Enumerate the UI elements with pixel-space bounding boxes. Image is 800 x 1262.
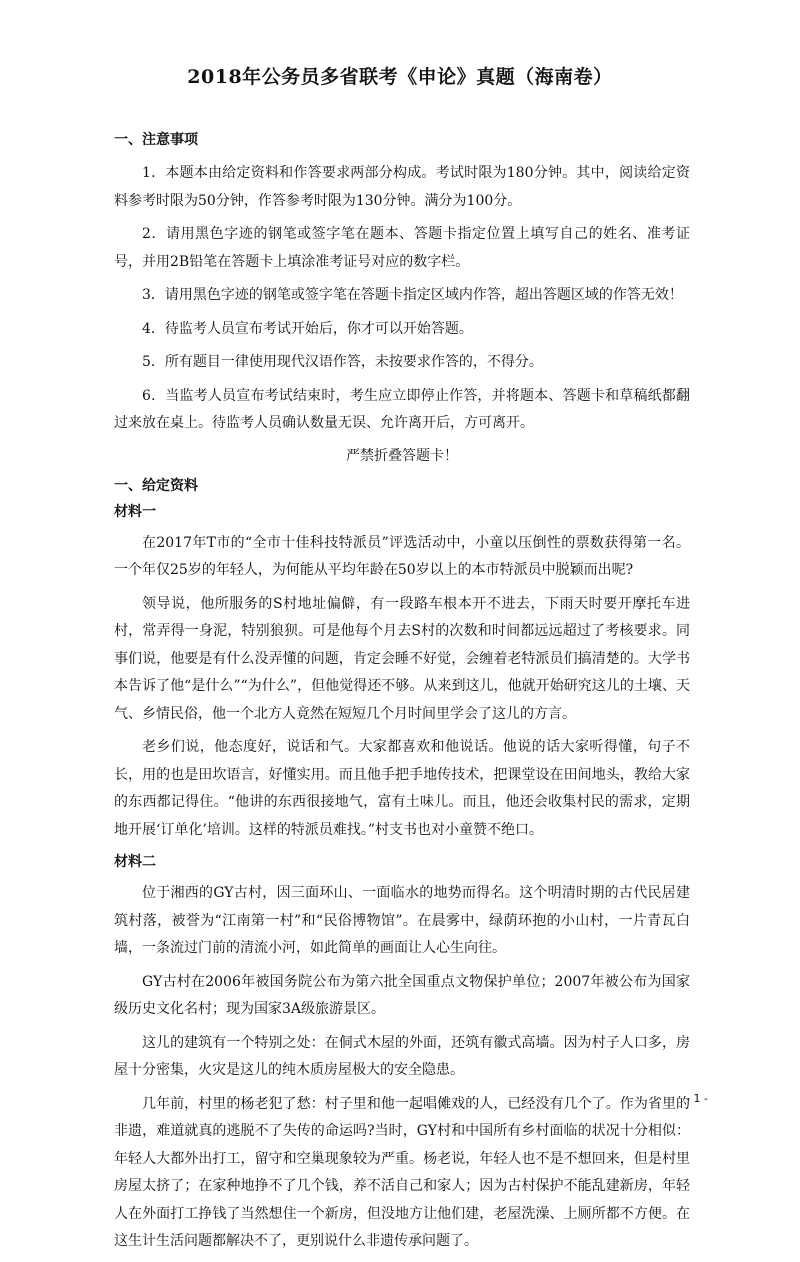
material-paragraph: 领导说，他所服务的S村地址偏僻，有一段路车根本开不进去，下雨天时要开摩托车进村，常弄得一身泥，特别狼狈。可是他每个月去S村的次数和时间都远远超过了考核要求。同事们说，他要是有什么没弄懂的问题，肯定会睡不好觉，会缠着老特派员们搞清楚的。大学书本告诉了他“是什么”“为什么”，但他觉得还不够。从来到这儿，他就开始研究这儿的土壤、天气、乡情民俗，他一个北方人竟然在短短几个月时间里学会了这儿的方言。 [114,595,690,722]
notes-item: 4．待监考人员宣布考试开始后，你才可以开始答题。 [142,320,473,337]
warning-text: 严禁折叠答题卡！ [346,447,458,464]
section-heading-notes: 一、注意事项 [114,132,198,148]
notes-item: 5．所有题目一律使用现代汉语作答，未按要求作答的，不得分。 [142,354,543,370]
notes-item: 2．请用黑色字迹的钢笔或签字笔在题本、答题卡指定位置上填写自己的姓名、准考证号，并用2B铅笔在答题卡上填涂准考证号对应的数字栏。 [114,226,690,270]
page-number: - 1 - [686,1092,708,1105]
document-body [114,128,690,1262]
material-paragraph: 老乡们说，他态度好，说话和气。大家都喜欢和他说话。他说的话大家听得懂，句子不长，用的也是田坎语言，好懂实用。而且他手把手地传技术，把课堂设在田间地头，教给大家的东西都记得住。“他讲的东西很接地气，富有土味儿。而且，他还会收集村民的需求，定期地开展‘订单化’培训。这样的特派员难找。”村支书也对小童赞不绝口。 [114,739,690,838]
material-title: 材料一 [114,503,156,520]
material-title: 材料二 [114,854,156,870]
page-title: 2018年公务员多省联考《申论》真题（海南卷） [187,66,613,88]
notes-item: 3．请用黑色字迹的钢笔或签字笔在答题卡指定区域内作答，超出答题区域的作答无效！ [142,287,683,303]
material-paragraph: 几年前，村里的杨老犯了愁：村子里和他一起唱傩戏的人，已经没有几个了。作为省里的非遗，难道就真的逃脱不了失传的命运吗?当时，GY村和中国所有乡村面临的状况十分相似：年轻人大都外出打工，留守和空巢现象较为严重。杨老说，年轻人也不是不想回来，但是村里房屋太挤了；在家种地挣不了几个钱，养不活自己和家人；因为古村保护不能乱建新房，年轻人在外面打工挣钱了当然想住一个新房，但没地方让他们建，老屋洗澡、上厕所都不方便。在这生计生活问题都解决不了，更别说什么非遗传承问题了。 [114,1095,690,1249]
material-paragraph: 这儿的建筑有一个特别之处：在侗式木屋的外面，还筑有徽式高墙。因为村子人口多，房屋十分密集，火灾是这儿的纯木质房屋极大的安全隐患。 [114,1034,690,1078]
material-paragraph: 位于湘西的GY古村，因三面环山、一面临水的地势而得名。这个明清时期的古代民居建筑村落，被誉为“江南第一村”和“民俗博物馆”。在晨雾中，绿荫环抱的小山村，一片青瓦白墙，一条流过门前的清流小河，如此简单的画面让人心生向往。 [114,885,690,956]
section-heading-materials: 一、给定资料 [114,477,198,494]
material-paragraph: 在2017年T市的“全市十佳科技特派员”评选活动中，小童以压倒性的票数获得第一名。一个年仅25岁的年轻人，为何能从平均年龄在50岁以上的本市特派员中脱颖而出呢? [114,534,690,578]
notes-item: 6．当监考人员宣布考试结束时，考生应立即停止作答，并将题本、答题卡和草稿纸都翻过来放在桌上。待监考人员确认数量无误、允许离开后，方可离开。 [114,387,690,431]
notes-item: 1．本题本由给定资料和作答要求两部分构成。考试时限为180分钟。其中，阅读给定资料参考时限为50分钟，作答参考时限为130分钟。满分为100分。 [114,165,690,209]
material-paragraph: GY古村在2006年被国务院公布为第六批全国重点文物保护单位；2007年被公布为国家级历史文化名村；现为国家3A级旅游景区。 [114,973,690,1017]
